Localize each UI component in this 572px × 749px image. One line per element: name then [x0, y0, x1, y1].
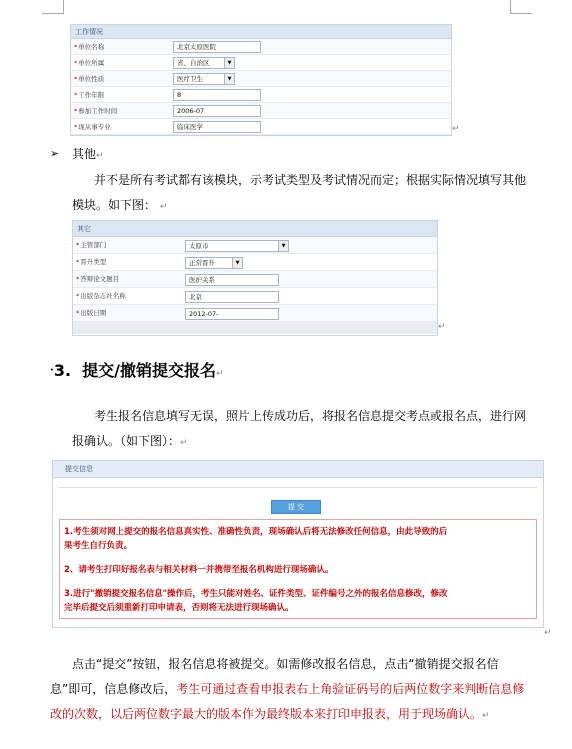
required-marker: * — [74, 123, 78, 131]
notice-line: 完毕后提交后须重新打印申请表，否则将无法进行现场确认。 — [64, 603, 294, 613]
form-row — [71, 87, 451, 103]
required-marker: * — [74, 43, 78, 51]
required-marker: * — [74, 107, 78, 115]
paragraph-mark: ↵ — [438, 322, 446, 332]
submit-button[interactable]: 提 交 — [271, 500, 321, 514]
form-field-label: *单位名称 — [74, 43, 105, 51]
submit-info-panel-title: 提交信息 — [53, 461, 543, 478]
form-input[interactable]: 8 — [173, 89, 261, 101]
form-input[interactable]: 2006-07 — [173, 105, 261, 117]
form-input[interactable]: 医护关系 — [185, 274, 279, 286]
form-input[interactable]: 临床医学 — [173, 121, 261, 133]
other-paragraph-line1: 并不是所有考试都有该模块，示考试类型及考试情况而定；根据实际情况填写其他 — [94, 173, 527, 187]
required-marker: * — [76, 309, 80, 317]
bullet-icon: ➢ — [50, 147, 60, 160]
form-row — [71, 39, 451, 55]
other-info-panel-title: 其它 — [73, 221, 437, 237]
chevron-down-icon[interactable]: ▼ — [224, 58, 234, 68]
required-marker: * — [74, 91, 78, 99]
form-select[interactable]: 太原市 ▼ — [185, 240, 289, 252]
section-heading: ·3. 提交/撤销提交报名↵ — [50, 361, 224, 380]
submit-info-panel — [52, 460, 544, 628]
form-select[interactable]: 省、自治区 ▼ — [173, 57, 235, 69]
required-marker: * — [76, 241, 80, 249]
form-row — [73, 271, 437, 288]
form-row — [73, 305, 437, 322]
other-paragraph-line2: 模块。如下图： ↵ — [72, 198, 168, 212]
form-row — [73, 254, 437, 271]
chevron-down-icon[interactable]: ▼ — [224, 74, 234, 84]
required-marker: * — [74, 75, 78, 83]
notice-line: 2、请考生打印好报名表与相关材料一并携带至报名机构进行现场确认。 — [64, 565, 334, 575]
chevron-down-icon[interactable]: ▼ — [278, 241, 288, 251]
form-field-label: *出版杂志社名称 — [76, 292, 126, 300]
form-input[interactable]: 2012-07- — [185, 308, 279, 320]
page-corner-mark-right — [510, 0, 532, 14]
form-select[interactable]: 医疗卫生 ▼ — [173, 73, 235, 85]
form-input[interactable]: 北京 — [185, 291, 279, 303]
chevron-down-icon[interactable]: ▼ — [232, 258, 242, 268]
required-marker: * — [76, 258, 80, 266]
form-row — [73, 288, 437, 305]
notice-line: 3.进行"撤销提交报名信息"操作后，考生只能对姓名、证件类型、证件编号之外的报名信息修改，修改 — [64, 589, 448, 599]
form-select[interactable]: 正常晋升 ▼ — [185, 257, 243, 269]
form-field-label: *晋升类型 — [76, 258, 107, 266]
notice-line: 果考生自行负责。 — [64, 541, 133, 551]
form-row — [73, 237, 437, 254]
work-info-panel — [70, 24, 452, 136]
form-field-label: *现从事专业 — [74, 123, 111, 131]
closing-line3: 改的次数，以后两位数字最大的版本作为最终版本来打印申报表，用于现场确认。↵ — [50, 707, 490, 721]
form-field-label: *主管部门 — [76, 241, 107, 249]
form-input[interactable]: 北京太原医院 — [173, 41, 261, 53]
form-row — [71, 103, 451, 119]
form-field-label: *答辩论文题目 — [76, 275, 120, 283]
section3-paragraph-line1: 考生报名信息填写无误，照片上传成功后，将报名信息提交考点或报名点，进行网 — [94, 409, 527, 423]
required-marker: * — [76, 292, 80, 300]
notice-line: 1.考生须对网上提交的报名信息真实性、准确性负责，现场确认后将无法修改任何信息，由此导致的后 — [64, 527, 448, 537]
submit-notice-box — [59, 519, 537, 619]
required-marker: * — [76, 275, 80, 283]
required-marker: * — [74, 59, 78, 67]
closing-line2: 息”即可，信息修改后，考生可通过查看申报表右上角验证码号的后两位数字来判断信息修 — [50, 682, 525, 696]
form-field-label: *单位所属 — [74, 59, 105, 67]
form-row — [71, 55, 451, 71]
closing-line1: 点击“提交”按钮，报名信息将被提交。如需修改报名信息，点击“撤销提交报名信 — [72, 657, 499, 671]
other-info-panel — [72, 220, 438, 336]
form-row — [71, 71, 451, 87]
form-field-label: *参加工作时间 — [74, 107, 118, 115]
paragraph-mark: ↵ — [452, 124, 460, 134]
paragraph-mark: ↵ — [544, 628, 552, 638]
form-field-label: *出版日期 — [76, 309, 107, 317]
work-info-panel-title: 工作情况 — [71, 25, 451, 39]
form-field-label: *单位性质 — [74, 75, 105, 83]
panel-footer — [73, 322, 437, 334]
form-row — [71, 119, 451, 135]
submit-button-area — [59, 487, 537, 517]
section3-paragraph-line2: 报确认。（如下图）：↵ — [72, 434, 188, 448]
page-corner-mark-left — [42, 0, 64, 14]
bullet-label-other: 其他↵ — [72, 147, 104, 161]
form-field-label: *工作年限 — [74, 91, 105, 99]
